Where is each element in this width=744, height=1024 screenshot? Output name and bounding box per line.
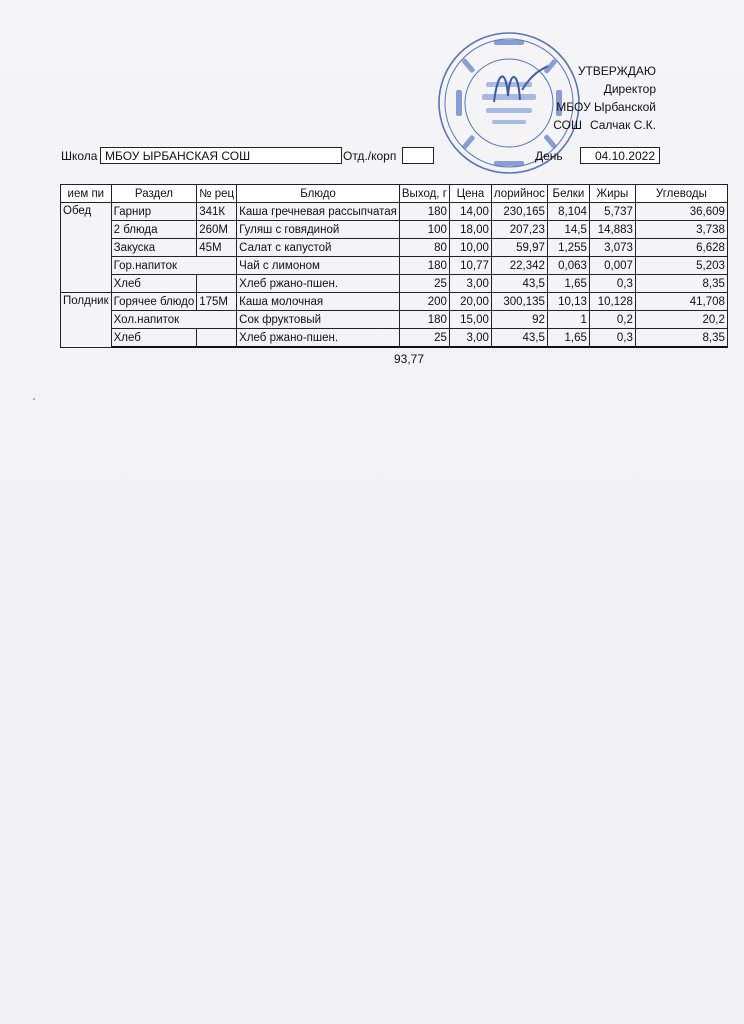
price-cell: 14,00 [449, 203, 491, 221]
table-row [61, 275, 728, 293]
recipe-cell [197, 329, 237, 348]
fat-cell: 0,2 [589, 311, 635, 329]
table-row [61, 239, 728, 257]
table-header-row [61, 185, 728, 203]
protein-cell: 0,063 [547, 257, 589, 275]
table-row [61, 203, 728, 221]
kcal-cell: 43,5 [491, 329, 547, 348]
protein-cell: 1 [547, 311, 589, 329]
meal-cell-lunch: Обед [61, 203, 112, 293]
recipe-cell [197, 275, 237, 293]
col-header-recipe: № рец [197, 185, 237, 203]
table-row [61, 293, 728, 311]
price-cell: 18,00 [449, 221, 491, 239]
output-cell: 100 [399, 221, 449, 239]
carbs-cell: 41,708 [635, 293, 727, 311]
carbs-cell: 8,35 [635, 275, 727, 293]
dish-cell: Каша молочная [237, 293, 400, 311]
kcal-cell: 43,5 [491, 275, 547, 293]
price-cell: 10,00 [449, 239, 491, 257]
col-header-fat: Жиры [589, 185, 635, 203]
approval-director-name: Салчак С.К. [589, 118, 656, 132]
col-header-price: Цена [449, 185, 491, 203]
col-header-protein: Белки [547, 185, 589, 203]
dish-cell: Хлеб ржано-пшен. [237, 329, 400, 348]
meal-cell-snack: Полдник [61, 293, 112, 348]
kcal-cell: 92 [491, 311, 547, 329]
output-cell: 25 [399, 275, 449, 293]
carbs-cell: 5,203 [635, 257, 727, 275]
school-label: Школа [61, 149, 98, 163]
output-cell: 180 [399, 311, 449, 329]
output-cell: 200 [399, 293, 449, 311]
approval-title: УТВЕРЖДАЮ [577, 64, 656, 78]
carbs-cell: 20,2 [635, 311, 727, 329]
price-cell: 3,00 [449, 275, 491, 293]
protein-cell: 1,65 [547, 275, 589, 293]
table-row [61, 329, 728, 348]
approval-block [545, 62, 656, 134]
section-cell: Гарнир [111, 203, 197, 221]
price-cell: 3,00 [449, 329, 491, 348]
protein-cell: 1,255 [547, 239, 589, 257]
kcal-cell: 207,23 [491, 221, 547, 239]
approval-signatory [545, 116, 656, 134]
section-cell: Хол.напиток [111, 311, 237, 329]
dish-cell: Салат с капустой [237, 239, 400, 257]
output-cell: 180 [399, 257, 449, 275]
fat-cell: 0,007 [589, 257, 635, 275]
price-total: 93,77 [394, 352, 425, 366]
table-row [61, 221, 728, 239]
section-cell: Хлеб [111, 329, 197, 348]
dish-cell: Чай с лимоном [237, 257, 400, 275]
fat-cell: 0,3 [589, 329, 635, 348]
section-cell: Горячее блюдо [111, 293, 197, 311]
protein-cell: 8,104 [547, 203, 589, 221]
scan-speck [33, 398, 35, 400]
day-field: 04.10.2022 [580, 147, 660, 164]
output-cell: 80 [399, 239, 449, 257]
approval-org-suffix: СОШ [553, 118, 582, 132]
section-cell: Гор.напиток [111, 257, 237, 275]
carbs-cell: 36,609 [635, 203, 727, 221]
dish-cell: Хлеб ржано-пшен. [237, 275, 400, 293]
kcal-cell: 300,135 [491, 293, 547, 311]
approval-organization: МБОУ Ырбанской [556, 100, 656, 114]
col-header-dish: Блюдо [237, 185, 400, 203]
menu-table [60, 184, 728, 348]
price-cell: 10,77 [449, 257, 491, 275]
recipe-cell: 260М [197, 221, 237, 239]
carbs-cell: 6,628 [635, 239, 727, 257]
kcal-cell: 59,97 [491, 239, 547, 257]
kcal-cell: 22,342 [491, 257, 547, 275]
fat-cell: 10,128 [589, 293, 635, 311]
col-header-meal: ием пи [61, 185, 112, 203]
department-field [402, 147, 434, 164]
kcal-cell: 230,165 [491, 203, 547, 221]
fat-cell: 14,883 [589, 221, 635, 239]
protein-cell: 14,5 [547, 221, 589, 239]
recipe-cell: 45М [197, 239, 237, 257]
col-header-output: Выход, г [399, 185, 449, 203]
section-cell: Закуска [111, 239, 197, 257]
col-header-carbs: Углеводы [635, 185, 727, 203]
dish-cell: Каша гречневая рассыпчатая [237, 203, 400, 221]
fat-cell: 0,3 [589, 275, 635, 293]
table-row [61, 311, 728, 329]
dish-cell: Сок фруктовый [237, 311, 400, 329]
output-cell: 180 [399, 203, 449, 221]
fat-cell: 5,737 [589, 203, 635, 221]
price-cell: 15,00 [449, 311, 491, 329]
col-header-kcal: лорийнос [491, 185, 547, 203]
table-row [61, 257, 728, 275]
dish-cell: Гуляш с говядиной [237, 221, 400, 239]
day-label: День [535, 149, 563, 163]
fat-cell: 3,073 [589, 239, 635, 257]
output-cell: 25 [399, 329, 449, 348]
approval-position: Директор [603, 82, 656, 96]
col-header-section: Раздел [111, 185, 197, 203]
carbs-cell: 8,35 [635, 329, 727, 348]
carbs-cell: 3,738 [635, 221, 727, 239]
school-name-field: МБОУ ЫРБАНСКАЯ СОШ [100, 147, 342, 164]
department-label: Отд./корп [343, 149, 397, 163]
protein-cell: 1,65 [547, 329, 589, 348]
price-cell: 20,00 [449, 293, 491, 311]
section-cell: Хлеб [111, 275, 197, 293]
protein-cell: 10,13 [547, 293, 589, 311]
recipe-cell: 341К [197, 203, 237, 221]
recipe-cell: 175М [197, 293, 237, 311]
section-cell: 2 блюда [111, 221, 197, 239]
